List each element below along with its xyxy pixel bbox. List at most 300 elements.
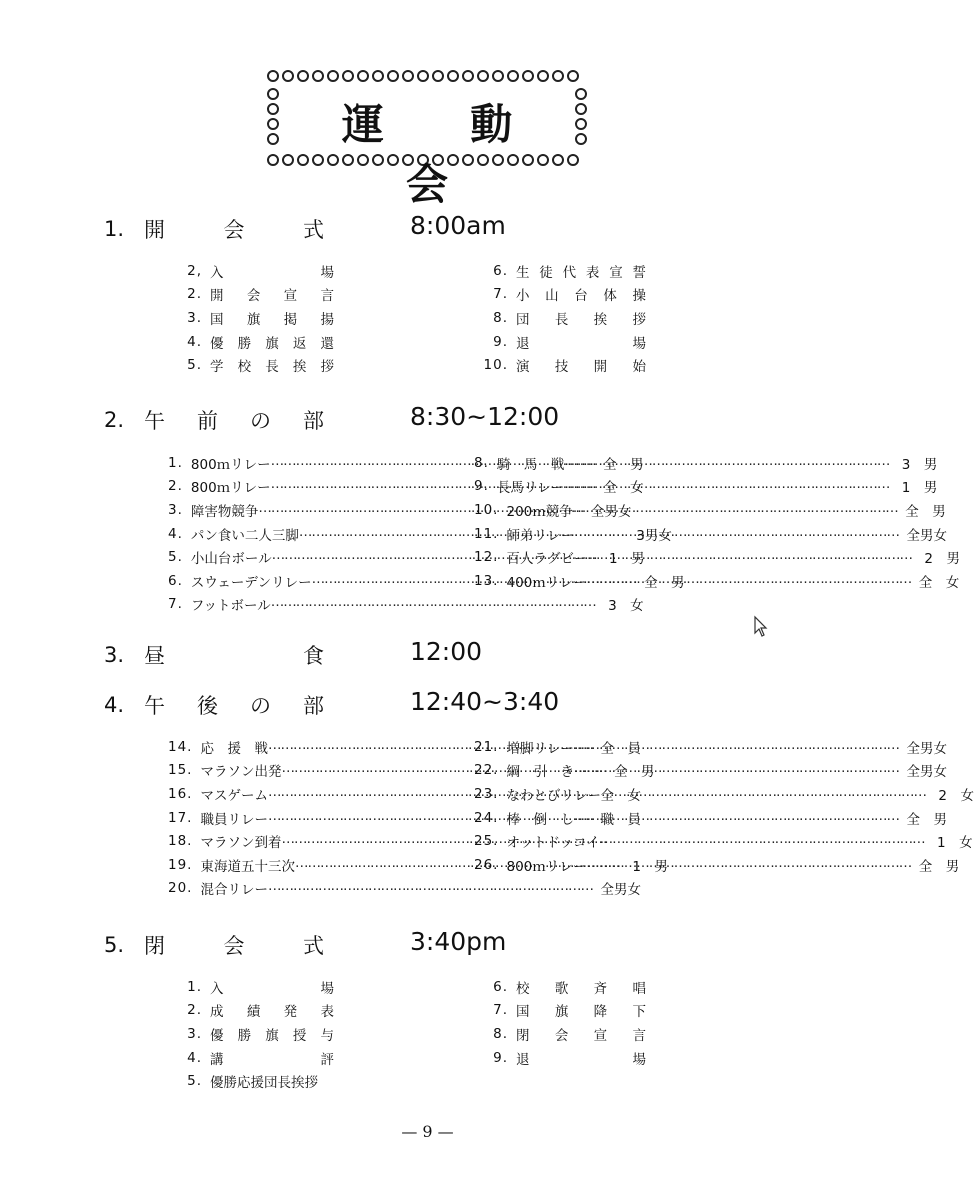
item-content: [506, 784, 974, 804]
program-item: [474, 735, 947, 759]
section-label-char: 午: [144, 694, 165, 718]
ornament-dot: [537, 70, 549, 82]
item-number: 10.: [474, 501, 499, 518]
program-item: [474, 475, 938, 499]
item-number: 9.: [493, 333, 508, 350]
item-name-char: 挨: [292, 359, 307, 376]
item-participants: 全 男: [644, 574, 685, 591]
title-frame: [263, 66, 591, 209]
ornament-dot: [522, 70, 534, 82]
section-label: [144, 930, 324, 960]
item-name: [210, 1000, 334, 1020]
program-item: [474, 545, 960, 569]
item-name-char: 拶: [632, 311, 646, 328]
item-name-char: 山: [545, 288, 559, 305]
item-name-char: 代: [562, 264, 577, 281]
item-name: マラソン到着: [200, 835, 282, 852]
item-number: 7.: [493, 286, 508, 303]
section-header: [104, 637, 704, 674]
item-name-char: 場: [632, 1051, 646, 1068]
item-content: [506, 831, 972, 851]
item-number: 6.: [168, 572, 183, 589]
program-item: [474, 569, 960, 593]
item-name-char: 降: [593, 1004, 608, 1021]
item-name-char: 宣: [609, 264, 623, 281]
section-label-char: 部: [303, 694, 324, 718]
item-name-char: 授: [292, 1027, 307, 1044]
section-name: [104, 640, 324, 670]
program-column-left: [168, 259, 334, 377]
item-number: 2.: [187, 1002, 202, 1019]
item-number: 26.: [474, 856, 499, 873]
leader-dots: [564, 476, 889, 496]
item-name-char: 言: [632, 1027, 646, 1044]
item-name: 百人ラグビー: [506, 551, 587, 568]
item-content: [506, 524, 947, 544]
program-item: [168, 593, 644, 617]
ornament-dot: [477, 70, 489, 82]
program-column-right: [474, 975, 646, 1069]
item-number: 2.: [187, 286, 202, 303]
item-name-char: 勝: [237, 1027, 252, 1044]
item-content: [191, 594, 644, 614]
item-name: 障害物競争: [190, 503, 259, 520]
leader-dots: [564, 453, 889, 473]
item-number: 6.: [493, 978, 508, 995]
ornament-dot: [567, 70, 579, 82]
item-name-char: 場: [632, 335, 646, 352]
item-name-char: 開: [593, 359, 608, 376]
item-number: 8.: [474, 454, 489, 471]
program-item: [474, 999, 646, 1023]
item-name-char: 長: [554, 311, 569, 328]
item-name-char: 体: [603, 288, 617, 305]
ornament-dot: [357, 70, 369, 82]
program-item: [474, 806, 947, 830]
leader-dots: [574, 524, 899, 544]
item-name: [210, 977, 334, 997]
program-item: [474, 782, 974, 806]
leader-dots: [268, 878, 593, 898]
program-item: [168, 1069, 334, 1093]
item-name-char: 会: [554, 1027, 569, 1044]
item-number: 7.: [493, 1002, 508, 1019]
section-label: [144, 690, 324, 720]
item-name: [210, 308, 334, 328]
item-name-char: 成: [210, 1004, 224, 1021]
item-name-char: 唱: [632, 980, 646, 997]
item-name-char: 入: [210, 980, 224, 997]
item-participants: 全 男: [613, 764, 655, 781]
item-number: 3.: [187, 1025, 202, 1042]
item-name: 小山台ボール: [190, 551, 272, 568]
item-number: 3.: [168, 501, 183, 518]
item-content: [506, 500, 945, 520]
program-item: [474, 330, 646, 354]
item-name-char: 場: [320, 980, 334, 997]
item-name-char: 宣: [593, 1027, 608, 1044]
item-name: [516, 1000, 646, 1020]
item-name-char: 閉: [516, 1027, 530, 1044]
item-name: 長馬リレー: [496, 480, 565, 497]
item-number: 22.: [474, 762, 499, 779]
leader-dots: [573, 500, 898, 520]
section-label: [144, 214, 324, 244]
ornament-dot: [447, 70, 459, 82]
section-label: [144, 640, 324, 670]
item-participants: 1 男: [632, 858, 668, 875]
item-name: [210, 1024, 334, 1044]
section-header: [104, 211, 704, 248]
section-header: [104, 927, 704, 964]
item-number: 8.: [493, 309, 508, 326]
item-name-char: 始: [632, 359, 646, 376]
section-label-char: 式: [303, 218, 324, 242]
item-name: 綱 引 き: [506, 764, 574, 781]
item-name-char: 台: [574, 288, 588, 305]
item-name: 騎 馬 戦: [496, 456, 565, 473]
item-name: マスゲーム: [200, 787, 268, 804]
item-number: 4.: [168, 525, 183, 542]
item-name-char: 表: [320, 1004, 334, 1021]
item-name: 棒 倒 し: [506, 811, 574, 828]
item-name: マラソン出発: [200, 764, 282, 781]
item-participants: 1 女: [937, 835, 973, 852]
item-participants: 全男女: [906, 764, 947, 781]
item-name-char: 誓: [632, 264, 646, 281]
program-item: [474, 498, 946, 522]
section-time: 12:00: [410, 637, 483, 666]
item-number: 20.: [168, 880, 193, 897]
item-name-char: 績: [246, 1004, 261, 1021]
program-item: [168, 1022, 334, 1046]
item-name: [516, 1048, 646, 1068]
program-column-left: [168, 975, 334, 1093]
item-name-char: 挨: [593, 311, 608, 328]
item-name: スウェーデンリレー: [190, 574, 312, 591]
item-number: 4.: [187, 1049, 202, 1066]
item-number: 14.: [168, 738, 193, 755]
section-label-char: 昼: [144, 644, 165, 668]
item-number: 6.: [493, 262, 508, 279]
item-name-char: 国: [210, 311, 224, 328]
program-column-right: [474, 259, 646, 377]
item-name: [516, 977, 646, 997]
item-number: 15.: [168, 762, 193, 779]
item-name: 800ｍリレー: [506, 858, 587, 875]
ornament-dot: [282, 70, 294, 82]
item-name: 東海道五十三次: [200, 858, 295, 875]
item-name: [210, 261, 334, 281]
item-name-char: 優: [210, 1027, 224, 1044]
section-label-char: 会: [223, 218, 245, 242]
section-number: 3.: [104, 643, 125, 667]
section-label-char: 部: [303, 409, 324, 433]
section-label: [144, 405, 324, 435]
item-name-char: 演: [516, 359, 530, 376]
item-number: 3.: [187, 309, 202, 326]
section-time: 12:40~3:40: [410, 687, 560, 716]
item-participants: 全男女: [906, 527, 947, 544]
program-item: [474, 853, 960, 877]
item-name-char: 旗: [554, 1004, 569, 1021]
item-number: 21.: [474, 738, 499, 755]
section-time: 3:40pm: [410, 927, 507, 956]
item-name-char: 徒: [539, 264, 553, 281]
item-name: [516, 1024, 646, 1044]
section-label-char: 式: [303, 934, 324, 958]
program-item: [168, 829, 434, 853]
item-name-char: 場: [320, 264, 334, 281]
item-name: [516, 284, 646, 304]
program-item: [168, 259, 334, 283]
section-name: [104, 930, 324, 960]
section-time: 8:30~12:00: [410, 402, 560, 431]
section-label-char: の: [250, 409, 271, 433]
ornament-dot: [327, 70, 339, 82]
item-name-char: 評: [320, 1051, 334, 1068]
item-participants: 全 員: [600, 740, 641, 757]
item-content: [506, 737, 947, 757]
ornament-dot: [507, 70, 519, 82]
item-name-char: 退: [516, 1051, 530, 1068]
ornament-dot: [342, 70, 354, 82]
item-participants: 全 女: [600, 787, 641, 804]
item-name-char: 校: [516, 980, 530, 997]
program-item: [474, 1022, 646, 1046]
leader-dots: [586, 571, 911, 591]
program-item: [474, 829, 973, 853]
item-name: [516, 332, 646, 352]
item-name-char: 国: [516, 1004, 530, 1021]
item-name-char: 入: [210, 264, 224, 281]
title-border-top: [267, 70, 579, 82]
item-name-char: 発: [283, 1004, 298, 1021]
item-name-char: 校: [237, 359, 252, 376]
item-number: 1.: [187, 978, 202, 995]
item-content: [506, 547, 959, 567]
item-name-char: 旗: [265, 1027, 279, 1044]
item-participants: 全 男: [905, 503, 946, 520]
item-number: 19.: [168, 856, 193, 873]
item-name: [516, 355, 646, 375]
item-name-char: 揚: [320, 311, 334, 328]
item-name-char: 長: [265, 359, 279, 376]
item-name-char: 斉: [593, 980, 608, 997]
item-name: [516, 261, 646, 281]
item-name-char: 技: [554, 359, 569, 376]
item-participants: 全男女: [590, 503, 632, 520]
item-name: フットボール: [190, 598, 271, 615]
leader-dots: [574, 760, 899, 780]
section-label-char: 前: [197, 409, 218, 433]
ornament-dot: [267, 70, 279, 82]
item-name-char: 旗: [265, 335, 279, 352]
item-participants: 全男女: [906, 740, 947, 757]
item-number: 5.: [187, 1073, 202, 1090]
ornament-dot: [312, 70, 324, 82]
item-content: [506, 760, 947, 780]
item-number: 11.: [474, 525, 499, 542]
ornament-dot: [297, 70, 309, 82]
item-name-char: 生: [516, 264, 530, 281]
item-name: パン食い二人三脚: [190, 527, 299, 544]
item-name-char: 歌: [554, 980, 569, 997]
program-item: [168, 975, 334, 999]
program-item: [474, 306, 646, 330]
program-item: [168, 330, 334, 354]
page-number: — 9 —: [401, 1122, 454, 1141]
section-label-char: 閉: [144, 934, 165, 958]
item-name-char: 小: [516, 288, 530, 305]
item-name-char: 表: [585, 264, 600, 281]
item-name-char: 退: [516, 335, 530, 352]
ornament-dot: [432, 70, 444, 82]
item-name: 400ｍリレー: [506, 574, 587, 591]
item-name-char: 宣: [283, 288, 298, 305]
item-name: 職員リレー: [200, 811, 268, 828]
item-name: 増脚リレー: [506, 740, 574, 757]
section-label-char: 食: [303, 644, 324, 668]
item-participants: 全 女: [603, 480, 644, 497]
item-content: [210, 1071, 334, 1091]
section-label-char: の: [250, 694, 271, 718]
item-name: 師弟リレー: [506, 527, 574, 544]
item-content: [506, 808, 947, 828]
item-name: [210, 284, 334, 304]
item-name: オットドッコイ: [506, 835, 600, 852]
item-participants: 1 男: [609, 551, 645, 568]
mouse-cursor-icon: [754, 616, 768, 638]
leader-dots: [271, 594, 596, 614]
section-header: [104, 402, 704, 439]
program-item: [168, 353, 334, 377]
item-name-char: 操: [632, 288, 646, 305]
item-content: [506, 855, 959, 875]
section-name: [104, 405, 324, 435]
program-item: [474, 1046, 646, 1070]
item-name: 混合リレー: [200, 882, 268, 899]
item-participants: 全 男: [918, 858, 960, 875]
item-name-char: 掲: [283, 311, 298, 328]
item-name: 800ｍリレー: [190, 456, 271, 473]
program-item: [168, 306, 334, 330]
item-number: 9.: [474, 478, 489, 495]
item-name-char: 旗: [246, 311, 261, 328]
program-item: [474, 283, 646, 307]
item-name-char: 下: [632, 1004, 646, 1021]
item-content: [200, 878, 641, 898]
ornament-dot: [402, 70, 414, 82]
ornament-dot: [492, 70, 504, 82]
ornament-dot: [552, 70, 564, 82]
section-label-char: 開: [144, 218, 165, 242]
item-participants: 3男女: [636, 527, 672, 544]
item-participants: 2 女: [938, 787, 974, 804]
item-participants: 職 員: [600, 811, 641, 828]
item-name: 応 援 戦: [200, 740, 268, 757]
ornament-dot: [372, 70, 384, 82]
item-number: 13.: [474, 572, 499, 589]
item-participants: 全 女: [918, 574, 960, 591]
item-number: 5.: [187, 357, 202, 374]
section-header: [104, 687, 704, 724]
item-number: 18.: [168, 833, 193, 850]
leader-dots: [587, 547, 912, 567]
item-participants: 3 男: [901, 456, 938, 473]
item-number: 10.: [483, 357, 508, 374]
item-name-char: 与: [320, 1027, 334, 1044]
item-participants: 全 男: [603, 456, 644, 473]
item-content: [506, 571, 959, 591]
program-item: [474, 451, 938, 475]
item-number: 1.: [168, 454, 183, 471]
program-item: [168, 877, 641, 901]
item-participants: 1 男: [901, 480, 938, 497]
item-number: 9.: [493, 1049, 508, 1066]
section-number: 2.: [104, 408, 125, 432]
item-number: 7.: [168, 596, 183, 613]
item-participants: 全 男: [906, 811, 947, 828]
page-title: 運 動 会: [341, 100, 549, 209]
item-content: [497, 453, 938, 473]
section-label-char: 午: [144, 409, 165, 433]
program-item: [168, 999, 334, 1023]
section-number: 1.: [104, 217, 125, 241]
item-name-char: 言: [320, 288, 334, 305]
item-participants: 2 男: [924, 551, 960, 568]
item-number: 16.: [168, 785, 193, 802]
item-name: なわとびリレー: [506, 787, 601, 804]
program-item: [474, 353, 646, 377]
item-number: 12.: [474, 549, 499, 566]
item-number: 25.: [474, 833, 499, 850]
item-name-char: 開: [210, 288, 224, 305]
item-name-char: 返: [292, 335, 307, 352]
item-name: [210, 355, 334, 375]
item-name-char: 会: [246, 288, 261, 305]
program-item: [474, 759, 947, 783]
leader-dots: [601, 784, 926, 804]
program-item: [474, 522, 947, 546]
section-name: [104, 690, 324, 720]
section-time: 8:00am: [410, 211, 506, 240]
item-content: [497, 476, 938, 496]
item-number: 23.: [474, 785, 499, 802]
item-name-char: 勝: [237, 335, 252, 352]
item-name-char: 学: [210, 359, 224, 376]
section-name: [104, 214, 324, 244]
item-name-char: 拶: [320, 359, 334, 376]
item-name-char: 講: [210, 1051, 224, 1068]
item-name: [516, 308, 646, 328]
ornament-dot: [417, 70, 429, 82]
leader-dots: [574, 808, 899, 828]
item-name: [210, 332, 334, 352]
item-name-char: 団: [516, 311, 530, 328]
program-item: [474, 975, 646, 999]
item-number: 17.: [168, 809, 193, 826]
item-number: 2,: [187, 262, 202, 279]
item-name-char: 優: [210, 335, 224, 352]
program-column-right: [474, 451, 960, 593]
item-number: 8.: [493, 1025, 508, 1042]
item-name: [210, 1048, 334, 1068]
program-item: [168, 1046, 334, 1070]
item-name-char: 還: [320, 335, 334, 352]
program-item: [474, 259, 646, 283]
section-label-char: 後: [197, 694, 218, 718]
